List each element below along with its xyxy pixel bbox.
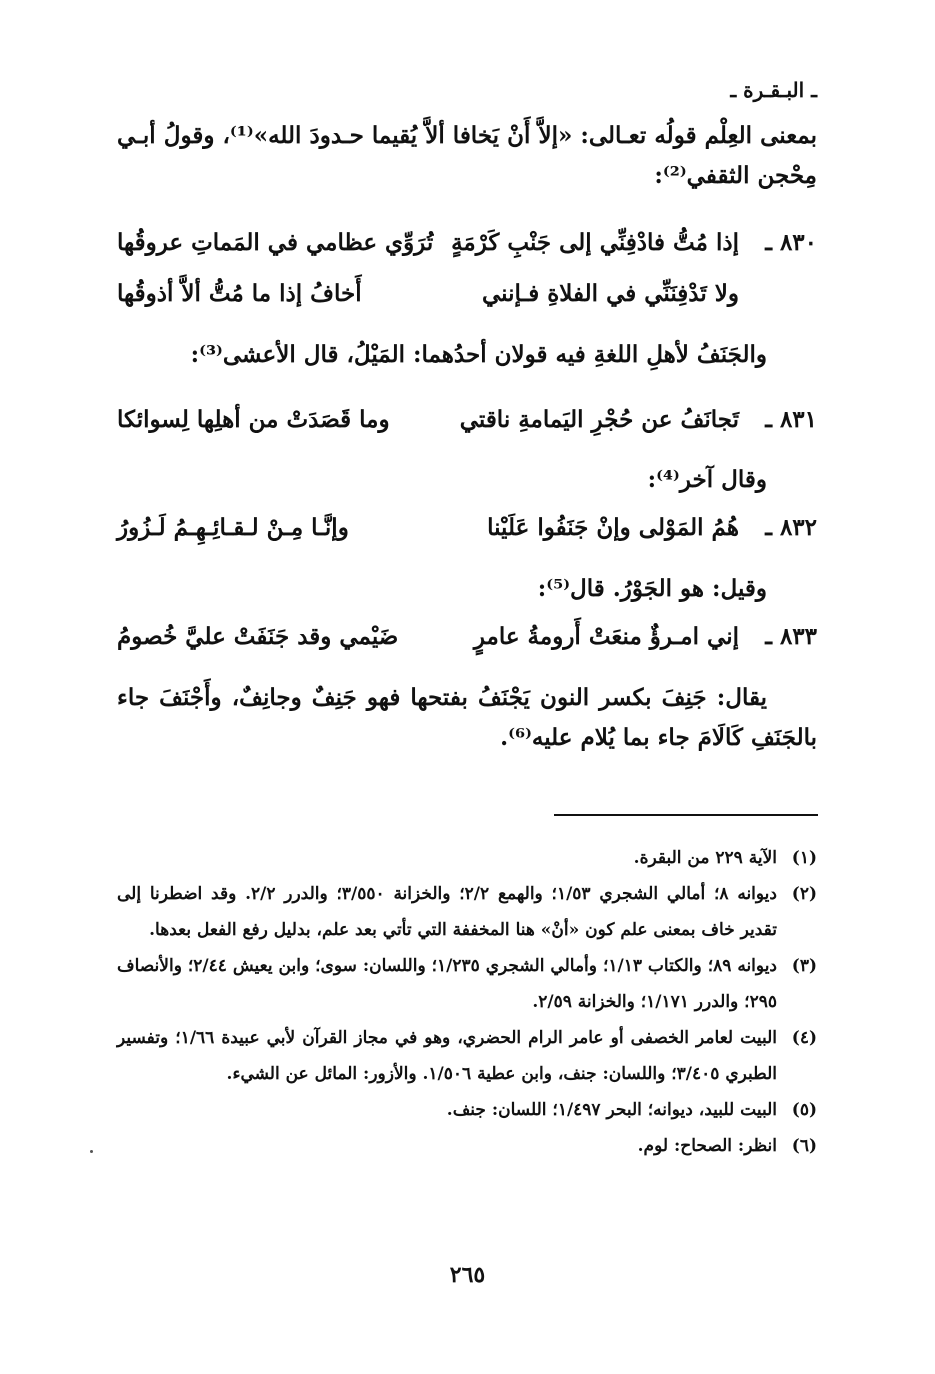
footnote-number: (٣) (791, 956, 817, 976)
verse-hemistich-second: ضَيْمي وقد جَنَفَتْ عليَّ خُصومُ (117, 623, 399, 650)
verse-hemistich-second: وإنَّـا مِـنْ لـقـائِـهِـمُ لَـزُورُ (117, 514, 349, 541)
verse-hemistich-first: ولا تَدْفِنَنِّي في الفلاةِ فـإنني (482, 280, 739, 307)
verse-831 (117, 400, 817, 440)
verse-hemistich-second: تُرَوِّي عظامي في المَماتِ عروقُها (117, 229, 434, 256)
footnote-4 (117, 1020, 817, 1092)
footnote-1 (117, 840, 817, 876)
verse-hemistich-first: هُمُ المَوْلى وإنْ جَنَفُوا عَلَيْنا (487, 514, 739, 541)
footnote-2 (117, 876, 817, 948)
paragraph-jawr: وقيل: هو الجَوْرُ. قال⁽⁵⁾: (537, 575, 767, 602)
footnote-text: البيت لعامر الخصفى أو عامر الرام الحضري، وهو في مجاز القرآن لأبي عبيدة ١/٦٦؛ وتفسير الطبري ٣/٤٠٥؛ واللسان: جنف، وابن عطية ١/٥٠٦. والأزور: المائل عن الشيء. (117, 1028, 778, 1084)
verse-hemistich-second: وما قَصَدَتْ من أهلِها لِسوائكا (117, 406, 390, 433)
footnote-number: (٢) (791, 884, 817, 904)
footnote-6 (117, 1128, 817, 1164)
footnote-separator (554, 814, 818, 816)
footnote-text: ديوانه ٨؛ أمالي الشجري ١/٥٣؛ والهمع ٢/٢؛ والخزانة ٣/٥٥٠؛ والدرر ٢/٢. وقد اضطرنا إلى تقدير خاف بمعنى علم كون «أنْ» هنا المخففة التي تأتي بعد علم، بدليل رفع الفعل بعدها. (117, 884, 777, 940)
verse-830-line-1 (117, 223, 817, 263)
verse-hemistich-first: إني امـرؤٌ منعَتْ أَرومةُ عامرٍ (473, 623, 739, 650)
paragraph-janaf-definition: والجَنَفُ لأهلِ اللغةِ فيه قولان أحدُهما: المَيْلُ، قال الأعشى⁽³⁾: (190, 341, 767, 368)
footnote-number: (٦) (791, 1136, 817, 1156)
footnote-3 (117, 948, 817, 1020)
verse-number: ٨٣٠ ـ (765, 229, 817, 256)
footnote-number: (٥) (791, 1100, 817, 1120)
verse-hemistich-first: إذا مُتُّ فادْفِنِّي إلى جَنْبِ كَرْمَةٍ (451, 229, 739, 256)
verse-number: ٨٣٢ ـ (765, 514, 817, 541)
verse-number: ٨٣١ ـ (765, 406, 817, 433)
footnote-5 (117, 1092, 817, 1128)
verse-hemistich-first: تَجانَفُ عن حُجْرِ اليَمامةِ ناقتي (459, 406, 739, 433)
footnote-text: ديوانه ٨٩؛ والكتاب ١/١٣؛ وأمالي الشجري ١/٢٣٥؛ واللسان: سوى؛ وابن يعيش ٢/٤٤؛ والأنصاف ٢٩٥؛ والدرر ١/١٧١؛ والخزانة ٢/٥٩. (117, 956, 777, 1012)
footnote-number: (٤) (791, 1028, 817, 1048)
page-number: ٢٦٥ (449, 1262, 486, 1288)
verse-number: ٨٣٣ ـ (765, 623, 817, 650)
paragraph-intro: بمعنى العِلْم قولُه تعـالى: «إلاَّ أَنْ يَخافا ألاَّ يُقيما حـدودَ الله»⁽¹⁾، وقولُ أبـي مِحْجن الثقفي⁽²⁾: (117, 122, 817, 189)
footnote-text: البيت للبيد، ديوانه؛ البحر ١/٤٩٧؛ اللسان: جنف. (446, 1100, 777, 1120)
verse-833 (117, 617, 817, 657)
paragraph-morphology: يقال: جَنِفَ بكسر النون يَجْنَفُ بفتحها فهو جَنِفٌ وجانِفٌ، وأَجْنَفَ جاء بالجَنَفِ كَالَامَ جاء بما يُلام عليه⁽⁶⁾. (117, 684, 817, 751)
running-header: ـ البـقـرة ـ (730, 78, 817, 102)
footnotes (117, 840, 817, 1164)
scan-speck (90, 1150, 93, 1153)
verse-830-line-2 (117, 274, 817, 314)
footnote-text: انظر: الصحاح: لوم. (637, 1136, 777, 1156)
verse-hemistich-second: أَخافُ إذا ما مُتُّ ألاَّ أذوقُها (117, 280, 362, 307)
paragraph-another-said: وقال آخر⁽⁴⁾: (647, 466, 767, 493)
footnote-text: الآية ٢٢٩ من البقرة. (633, 848, 777, 868)
footnote-number: (١) (791, 848, 817, 868)
verse-832 (117, 508, 817, 548)
